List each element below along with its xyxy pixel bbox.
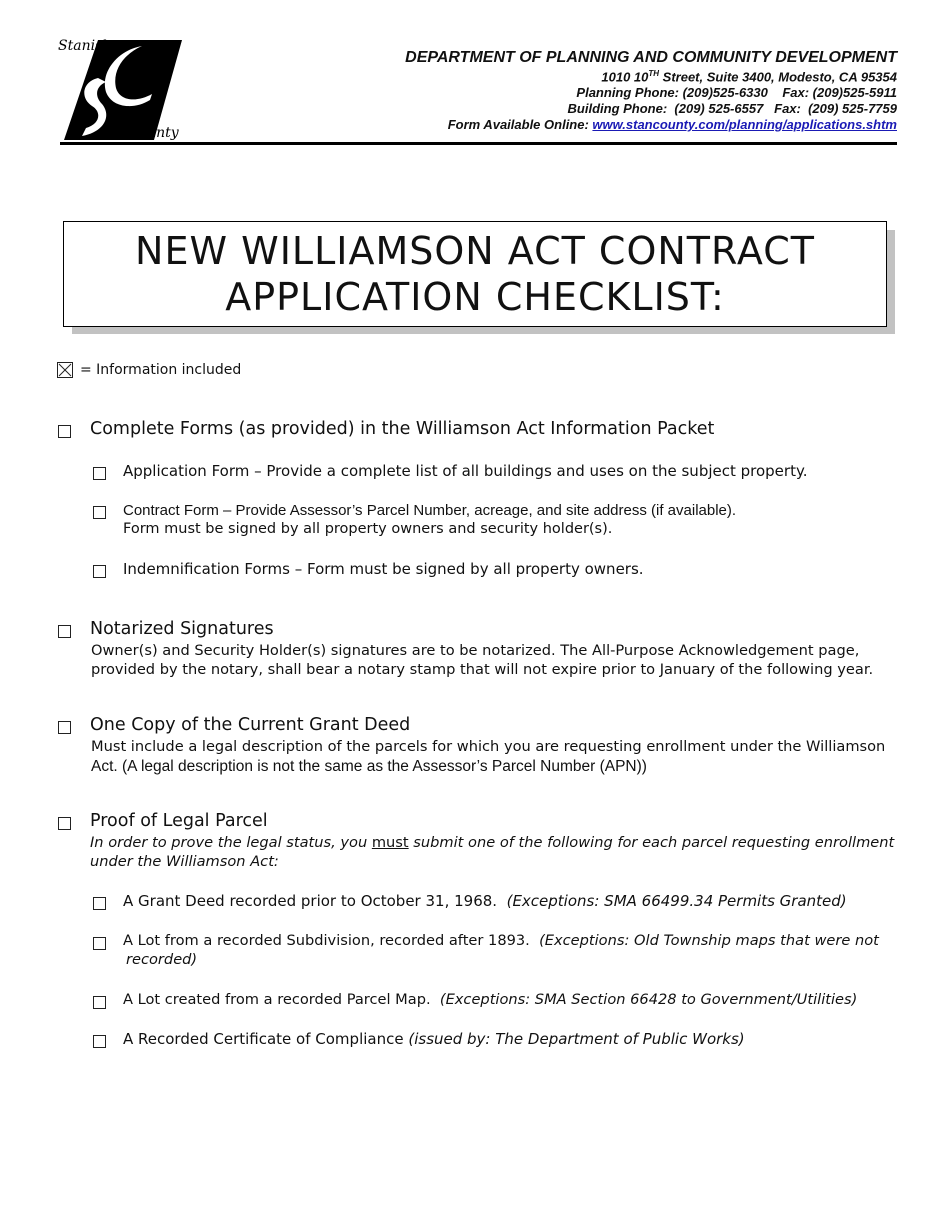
legal-parcel-desc-line-2: under the Williamson Act: bbox=[90, 853, 279, 870]
forms-section-title: Complete Forms (as provided) in the Williamson Act Information Packet bbox=[90, 419, 715, 439]
header-divider bbox=[60, 142, 897, 145]
grant-deed-desc-line-2: Act. (A legal description is not the same as the Assessor’s Parcel Number (APN)) bbox=[91, 758, 647, 775]
subdivision-lot-checkbox[interactable] bbox=[93, 937, 106, 950]
subdivision-lot-item-note: recorded) bbox=[126, 951, 198, 968]
department-address: 1010 10TH Street, Suite 3400, Modesto, CA 95354 bbox=[601, 69, 897, 85]
legend-checked-box bbox=[57, 362, 73, 378]
contract-form-checkbox[interactable] bbox=[93, 506, 106, 519]
indemnification-form-item: Indemnification Forms – Form must be signed by all property owners. bbox=[123, 560, 644, 578]
legal-parcel-section-title: Proof of Legal Parcel bbox=[90, 811, 268, 831]
legal-parcel-desc-line-1: In order to prove the legal status, you must submit one of the following for each parcel requesting enrollment bbox=[90, 834, 895, 851]
grant-deed-desc-line-1: Must include a legal description of the parcels for which you are requesting enrollment under the Williamson bbox=[91, 738, 886, 755]
legend-text: = Information included bbox=[80, 362, 242, 378]
application-form-checkbox[interactable] bbox=[93, 467, 106, 480]
certificate-compliance-item: A Recorded Certificate of Compliance (issued by: The Department of Public Works) bbox=[123, 1030, 745, 1048]
grant-deed-1968-item: A Grant Deed recorded prior to October 31, 1968. (Exceptions: SMA 66499.34 Permits Granted) bbox=[123, 892, 847, 910]
department-name: DEPARTMENT OF PLANNING AND COMMUNITY DEVELOPMENT bbox=[405, 49, 897, 66]
parcel-map-lot-checkbox[interactable] bbox=[93, 996, 106, 1009]
grant-deed-section-title: One Copy of the Current Grant Deed bbox=[90, 715, 411, 735]
notarized-section-title: Notarized Signatures bbox=[90, 619, 274, 639]
planning-phone: Planning Phone: (209)525-6330 Fax: (209)525-5911 bbox=[576, 85, 897, 100]
notarized-desc-line-2: provided by the notary, shall bear a notary stamp that will not expire prior to January of the following year. bbox=[91, 661, 874, 678]
notarized-checkbox[interactable] bbox=[58, 625, 71, 638]
online-form-line bbox=[448, 117, 897, 132]
logo-word-bottom: County bbox=[128, 125, 179, 141]
online-form-link[interactable]: www.stancounty.com/planning/applications.shtm bbox=[592, 117, 897, 132]
contract-form-note: Form must be signed by all property owners and security holder(s). bbox=[123, 521, 613, 537]
building-phone: Building Phone: (209) 525-6557 Fax: (209) 525-7759 bbox=[567, 101, 897, 116]
grant-deed-1968-checkbox[interactable] bbox=[93, 897, 106, 910]
county-logo bbox=[58, 36, 184, 144]
application-form-item: Application Form – Provide a complete list of all buildings and uses on the subject property. bbox=[123, 462, 808, 480]
certificate-compliance-checkbox[interactable] bbox=[93, 1035, 106, 1048]
page-title: NEW WILLIAMSON ACT CONTRACT APPLICATION CHECKLIST: bbox=[135, 229, 815, 319]
subdivision-lot-item: A Lot from a recorded Subdivision, recorded after 1893. (Exceptions: Old Township maps that were not bbox=[123, 932, 879, 949]
indemnification-form-checkbox[interactable] bbox=[93, 565, 106, 578]
parcel-map-lot-item: A Lot created from a recorded Parcel Map. (Exceptions: SMA Section 66428 to Government/Utilities) bbox=[123, 991, 858, 1008]
grant-deed-checkbox[interactable] bbox=[58, 721, 71, 734]
contract-form-item: Contract Form – Provide Assessor’s Parcel Number, acreage, and site address (if available). bbox=[123, 502, 737, 519]
forms-checkbox[interactable] bbox=[58, 425, 71, 438]
notarized-desc-line-1: Owner(s) and Security Holder(s) signatures are to be notarized. The All-Purpose Acknowledgement page, bbox=[91, 642, 860, 659]
logo-word-top: Stanislaus bbox=[58, 38, 132, 54]
legal-parcel-checkbox[interactable] bbox=[58, 817, 71, 830]
online-label: Form Available Online: bbox=[447, 117, 593, 132]
